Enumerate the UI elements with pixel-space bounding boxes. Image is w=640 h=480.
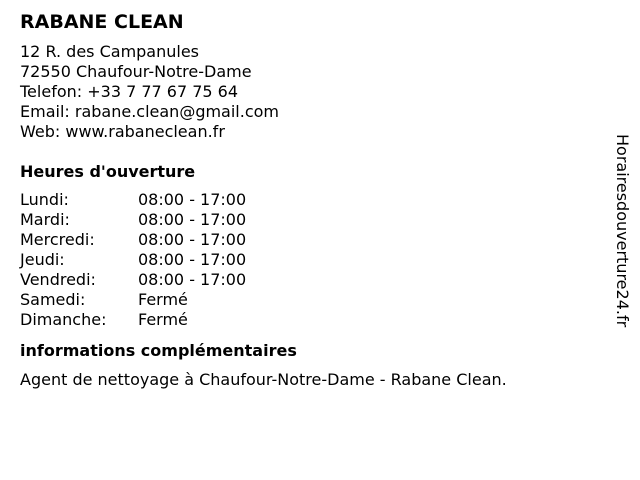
street-address: 12 R. des Campanules xyxy=(20,42,200,61)
time-value: 08:00 - 17:00 xyxy=(138,210,247,229)
email-line: Email: rabane.clean@gmail.com xyxy=(20,102,280,121)
day-label: Jeudi: xyxy=(20,250,65,269)
time-value: Fermé xyxy=(138,290,188,309)
time-value: 08:00 - 17:00 xyxy=(138,190,247,209)
time-value: Fermé xyxy=(138,310,188,329)
time-value: 08:00 - 17:00 xyxy=(138,250,247,269)
postal-city: 72550 Chaufour-Notre-Dame xyxy=(20,62,252,81)
day-label: Vendredi: xyxy=(20,270,96,289)
hours-row-saturday xyxy=(20,290,600,310)
hours-table xyxy=(20,190,600,330)
hours-row-monday xyxy=(20,190,600,210)
time-value: 08:00 - 17:00 xyxy=(138,230,247,249)
business-name: RABANE CLEAN xyxy=(20,11,184,33)
info-description: Agent de nettoyage à Chaufour-Notre-Dame - Rabane Clean. xyxy=(20,370,507,389)
site-watermark xyxy=(612,134,632,344)
hours-row-friday xyxy=(20,270,600,290)
info-heading: informations complémentaires xyxy=(20,341,297,360)
hours-row-tuesday xyxy=(20,210,600,230)
contact-block xyxy=(20,42,600,142)
day-label: Samedi: xyxy=(20,290,86,309)
hours-heading: Heures d'ouverture xyxy=(20,162,196,181)
website-line: Web: www.rabaneclean.fr xyxy=(20,122,225,141)
day-label: Mardi: xyxy=(20,210,70,229)
hours-row-wednesday xyxy=(20,230,600,250)
side-label: Horairesdouverture24.fr xyxy=(613,134,632,328)
day-label: Dimanche: xyxy=(20,310,107,329)
phone-line: Telefon: +33 7 77 67 75 64 xyxy=(20,82,239,101)
business-card xyxy=(20,10,600,390)
time-value: 08:00 - 17:00 xyxy=(138,270,247,289)
hours-row-sunday xyxy=(20,310,600,330)
hours-row-thursday xyxy=(20,250,600,270)
day-label: Lundi: xyxy=(20,190,69,209)
day-label: Mercredi: xyxy=(20,230,95,249)
